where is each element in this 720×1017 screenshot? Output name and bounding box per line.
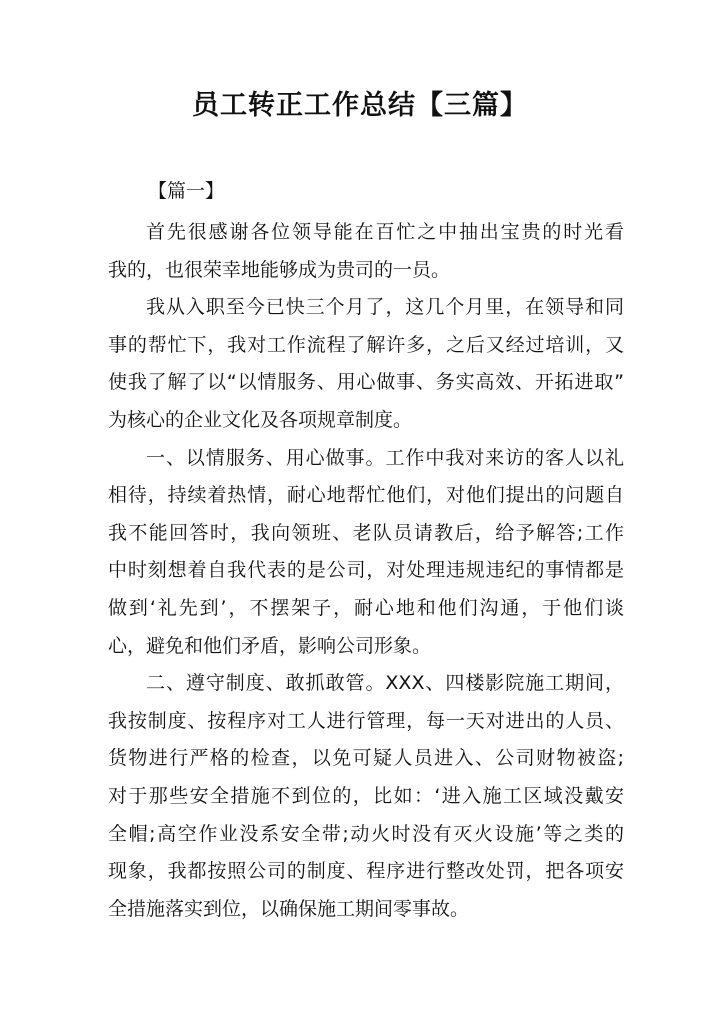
document-body	[108, 214, 624, 928]
paragraph-2	[108, 289, 624, 439]
paragraph-line: 使我了解了以“以情服务、用心做事、务实高效、开拓进取”	[108, 371, 624, 394]
paragraph-line: 相待，持续着热情，耐心地帮忙他们，对他们提出的问题自	[108, 484, 624, 507]
paragraph-line: 首先很感谢各位领导能在百忙之中抽出宝贵的时光看	[146, 221, 624, 243]
paragraph-line: 对于那些安全措施不到位的，比如：‘进入施工区域没戴安	[108, 784, 624, 807]
paragraph-line: 我不能回答时，我向领班、老队员请教后，给予解答;工作	[108, 521, 624, 544]
paragraph-line: 现象，我都按照公司的制度、程序进行整改处罚，把各项安	[108, 860, 624, 883]
paragraph-4	[108, 665, 624, 928]
paragraph-3	[108, 440, 624, 666]
document-title: 员工转正工作总结【三篇】	[192, 90, 528, 121]
paragraph-line: 货物进行严格的检查，以免可疑人员进入、公司财物被盗;	[108, 747, 624, 770]
paragraph-1	[108, 214, 624, 289]
paragraph-line: 中时刻想着自我代表的是公司，对处理违规违纪的事情都是	[108, 559, 624, 582]
paragraph-line: 二、遵守制度、敢抓敢管。XXX、四楼影院施工期间，	[146, 672, 624, 695]
paragraph-line: 全帽;高空作业没系安全带;动火时没有灭火设施’等之类的	[108, 822, 624, 845]
paragraph-line: 我从入职至今已快三个月了，这几个月里，在领导和同	[146, 296, 624, 319]
paragraph-line: 心，避免和他们矛盾，影响公司形象。	[108, 634, 432, 657]
paragraph-line: 全措施落实到位，以确保施工期间零事故。	[108, 897, 470, 920]
paragraph-line: 事的帮忙下，我对工作流程了解许多，之后又经过培训，又	[108, 333, 624, 356]
section-heading: 【篇一】	[148, 180, 225, 202]
paragraph-line: 做到‘礼先到’，不摆架子，耐心地和他们沟通，于他们谈	[108, 596, 624, 619]
paragraph-line: 我的，也很荣幸地能够成为贵司的一员。	[108, 258, 451, 281]
paragraph-line: 我按制度、按程序对工人进行管理，每一天对进出的人员、	[108, 709, 624, 732]
paragraph-line: 为核心的企业文化及各项规章制度。	[108, 408, 413, 431]
paragraph-line: 一、以情服务、用心做事。工作中我对来访的客人以礼	[146, 446, 624, 469]
